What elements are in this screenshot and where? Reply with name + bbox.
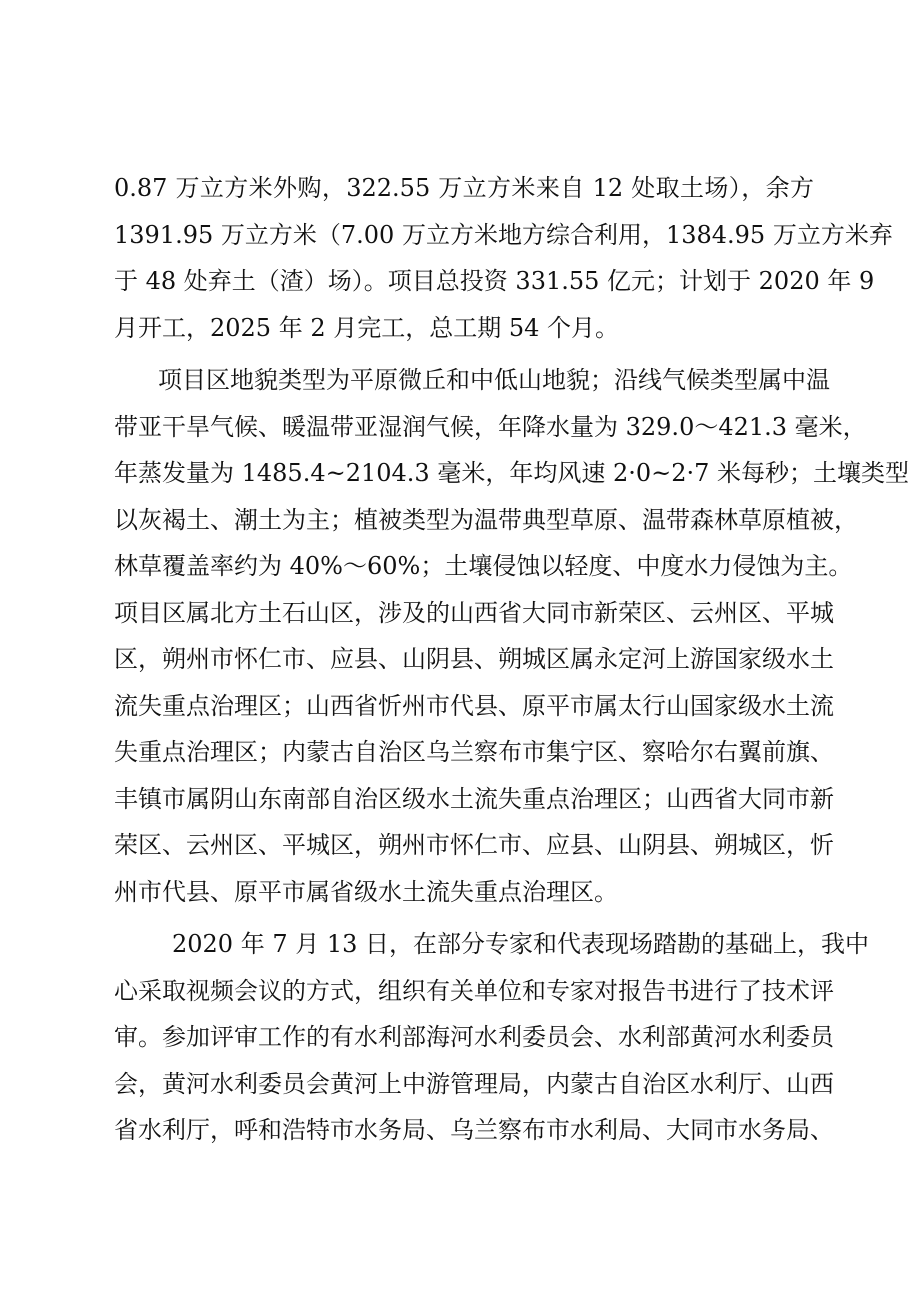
text-line: 区，朔州市怀仁市、应县、山阴县、朔城区属永定河上游国家级水土 [114, 645, 834, 673]
text-line: 心采取视频会议的方式，组织有关单位和专家对报告书进行了技术评 [114, 976, 834, 1005]
text-line: 1391.95 万立方米（7.00 万立方米地方综合利用，1384.95 万立方米弃 [114, 220, 893, 249]
text-line: 会，黄河水利委员会黄河上中游管理局，内蒙古自治区水利厅、山西 [114, 1069, 834, 1098]
paragraph-3 [114, 921, 870, 1154]
text-line: 于 48 处弃土（渣）场）。项目总投资 331.55 亿元；计划于 2020 年 9 [114, 267, 875, 295]
text-line: 年蒸发量为 1485.4~2104.3 毫米，年均风速 2·0~2·7 米每秒；土壤类型 [114, 459, 910, 487]
text-line: 2020 年 7 月 13 日，在部分专家和代表现场踏勘的基础上，我中 [172, 930, 870, 958]
text-line: 丰镇市属阴山东南部自治区级水土流失重点治理区；山西省大同市新 [114, 784, 834, 813]
text-line: 带亚干旱气候、暖温带亚湿润气候，年降水量为 329.0～421.3 毫米， [114, 412, 867, 441]
text-line: 失重点治理区；内蒙古自治区乌兰察布市集宁区、察哈尔右翼前旗、 [114, 738, 834, 766]
text-line: 月开工，2025 年 2 月完工，总工期 54 个月。 [114, 313, 620, 342]
text-line: 审。参加评审工作的有水利部海河水利委员会、水利部黄河水利委员 [114, 1023, 834, 1051]
text-line: 项目区属北方土石山区，涉及的山西省大同市新荣区、云州区、平城 [114, 598, 834, 627]
text-line: 流失重点治理区；山西省忻州市代县、原平市属太行山国家级水土流 [114, 691, 834, 720]
text-line: 项目区地貌类型为平原微丘和中低山地貌；沿线气候类型属中温 [158, 366, 830, 394]
text-line: 以灰褐土、潮土为主；植被类型为温带典型草原、温带森林草原植被， [114, 505, 858, 534]
text-line: 林草覆盖率约为 40%～60%；土壤侵蚀以轻度、中度水力侵蚀为主。 [114, 552, 853, 580]
text-line: 荣区、云州区、平城区，朔州市怀仁市、应县、山阴县、朔城区，忻 [114, 831, 834, 859]
text-line: 省水利厅，呼和浩特市水务局、乌兰察布市水利局、大同市水务局、 [114, 1116, 834, 1144]
paragraph-1 [114, 165, 893, 351]
text-line: 0.87 万立方米外购，322.55 万立方米来自 12 处取土场），余方 [114, 174, 814, 202]
document-body [114, 165, 910, 1154]
paragraph-2 [114, 357, 910, 915]
text-line: 州市代县、原平市属省级水土流失重点治理区。 [114, 877, 618, 906]
